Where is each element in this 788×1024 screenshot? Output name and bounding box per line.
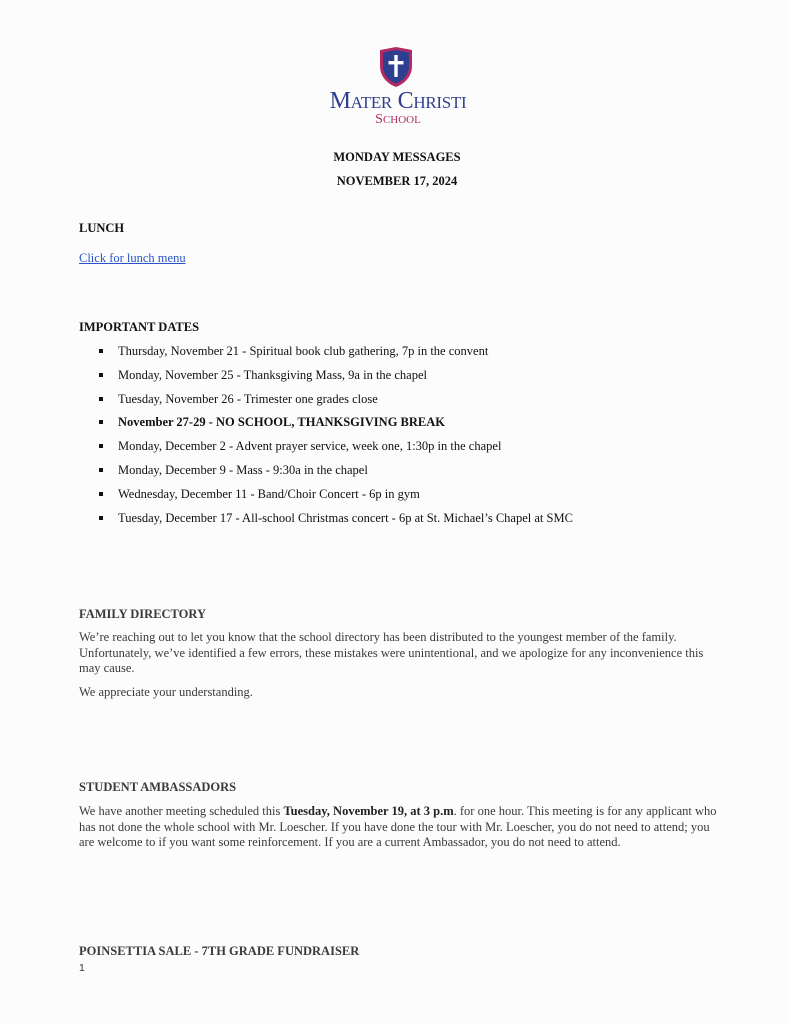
list-item: Monday, November 25 - Thanksgiving Mass, 9a in the chapel (96, 367, 573, 391)
bullet-icon (99, 468, 103, 472)
lunch-menu-link[interactable]: Click for lunch menu (79, 251, 186, 265)
shield-cross-icon (378, 46, 414, 88)
bullet-icon (99, 444, 103, 448)
family-directory-thanks: We appreciate your understanding. (79, 685, 253, 699)
bullet-icon (99, 373, 103, 377)
important-dates-heading: IMPORTANT DATES (79, 320, 200, 334)
list-item: November 27-29 - NO SCHOOL, THANKSGIVING BREAK (96, 414, 573, 438)
bullet-icon (99, 397, 103, 401)
school-logo (316, 46, 480, 130)
bullet-icon (99, 349, 103, 353)
list-item: Monday, December 2 - Advent prayer service, week one, 1:30p in the chapel (96, 438, 573, 462)
lunch-heading: LUNCH (79, 221, 125, 235)
page-number: 1 (79, 962, 85, 974)
list-item: Wednesday, December 11 - Band/Choir Concert - 6p in gym (96, 486, 573, 510)
list-item: Tuesday, December 17 - All-school Christmas concert - 6p at St. Michael’s Chapel at SMC (96, 510, 573, 534)
list-item: Thursday, November 21 - Spiritual book club gathering, 7p in the convent (96, 343, 573, 367)
family-directory-paragraph: We’re reaching out to let you know that the school directory has been distributed to the youngest member of the family. Unfortunately, we’ve identified a few errors, these mistakes were unintentional, and we apologize for any inconvenience this may cause. (79, 630, 704, 676)
family-directory-heading: FAMILY DIRECTORY (79, 607, 207, 621)
page-date: NOVEMBER 17, 2024 (336, 174, 458, 188)
bullet-icon (99, 420, 103, 424)
bullet-icon (99, 516, 103, 520)
student-ambassadors-heading: STUDENT AMBASSADORS (79, 780, 237, 794)
logo-wordmark-line1: MATER CHRISTI (329, 88, 467, 114)
logo-wordmark-line2: SCHOOL (375, 112, 421, 127)
bullet-icon (99, 492, 103, 496)
page-title: MONDAY MESSAGES (333, 150, 461, 164)
list-item: Monday, December 9 - Mass - 9:30a in the chapel (96, 462, 573, 486)
list-item: Tuesday, November 26 - Trimester one grades close (96, 391, 573, 415)
meeting-date: Tuesday, November 19, at 3 p.m (283, 804, 454, 818)
student-ambassadors-paragraph: We have another meeting scheduled this Tuesday, November 19, at 3 p.m. for one hour. This meeting is for any applicant who has not done the whole school with Mr. Loescher. If you have done the tour with Mr. Loescher, you do not need to attend; you are welcome to if you want some reinforcement. If you are a current Ambassador, you do not need to attend. (79, 804, 717, 850)
important-dates-list (96, 343, 573, 533)
poinsettia-heading: POINSETTIA SALE - 7TH GRADE FUNDRAISER (79, 944, 360, 958)
